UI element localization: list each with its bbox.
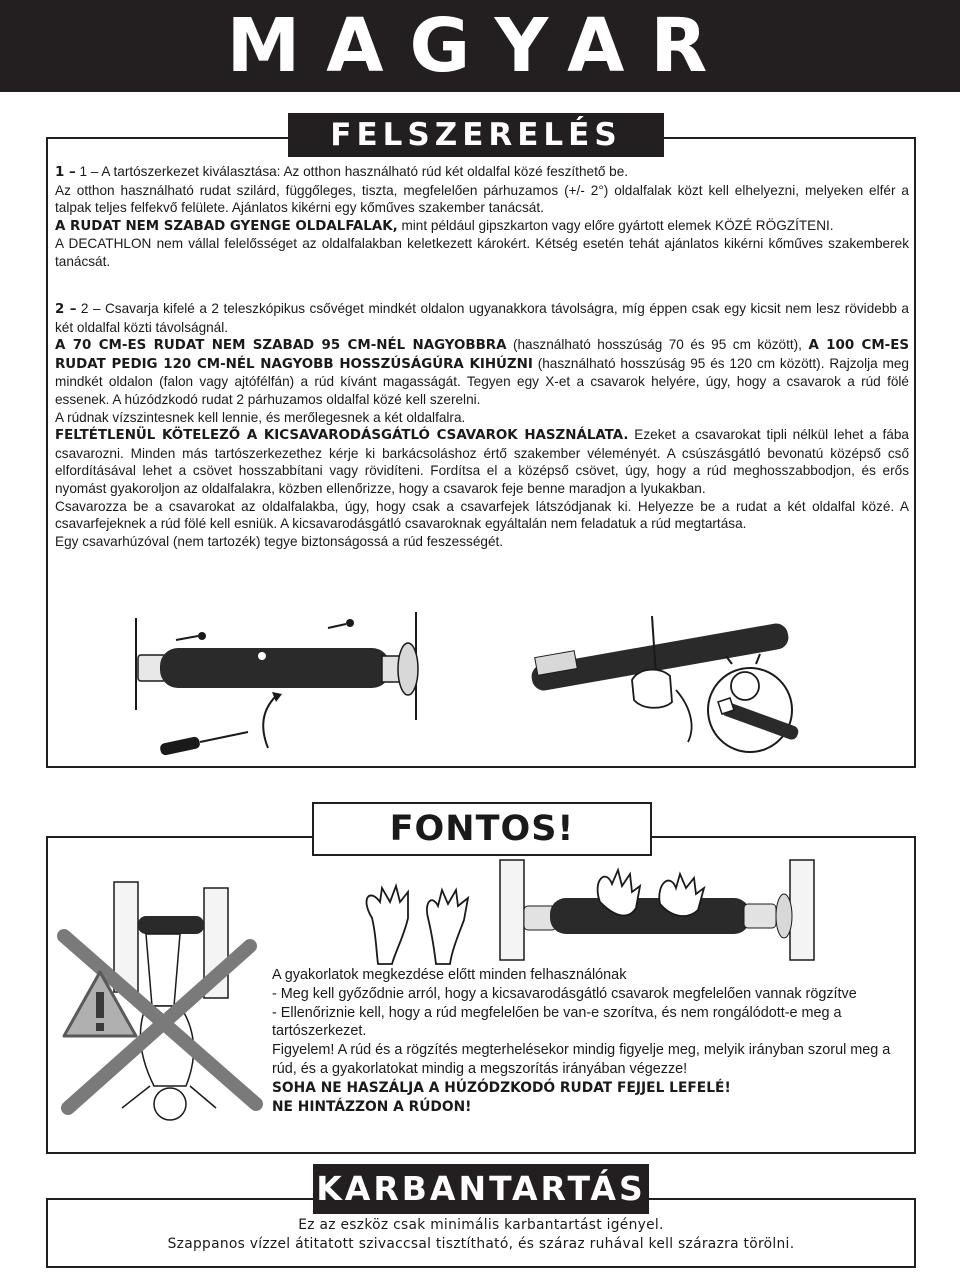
step-1-number: 1 – [55,165,76,180]
step-1 [55,163,909,271]
important-intro: A gyakorlatok megkezdése előtt minden felhasználónak [272,967,627,983]
warning-upside-down: SOHA NE HASZÁLJA A HÚZÓDZKODÓ RUDAT FEJJEL LEFELÉ! [272,1079,731,1096]
step-1-disclaimer: A DECATHLON nem vállal felelősséget az oldalfalakban keletkezett károkért. Kétség esetén tehát ajánlatos kikérni kőműves szakemberek tanácsát. [55,236,909,269]
step-2-limit-70: A 70 CM-ES RUDAT NEM SZABAD 95 CM-NÉL NAGYOBBRA [55,338,507,354]
bar-tightening-hand-illustration [520,610,820,760]
step-2-number: 2 – [55,302,77,317]
step-1-text: Az otthon használható rudat szilárd, függőleges, tiszta, megfelelően párhuzamos (+/- 2°) oldalfalak közt kell elhelyezni, melyeken elfér a talpak teljes felfekvő felülete. Ajánlatos kikérni egy kőműves szakember tanácsát. [55,182,909,216]
step-2-intro: 2 – Csavarja kifelé a 2 teleszkópikus csővéget mindkét oldalon ugyanakkora távolságra, míg éppen csak egy kicsit nem lesz rövidebb a két oldalfal közti távolságnál. [55,301,909,335]
step-2-limit-100: A 100 CM-ES RUDAT PEDIG 120 CM-NÉL NAGYOBB HOSSZÚSÁGÚRA KIHÚZNI [55,338,910,372]
step-2 [55,300,909,550]
important-check-screws: - Meg kell győződnie arról, hogy a kicsavarodásgátló csavarok megfelelően vannak rögzítve [272,985,857,1002]
maintenance-line-1: Ez az eszköz csak minimális karbantartást igényel. [298,1217,664,1233]
important-attention: Figyelem! A rúd és a rögzítés megterhelésekor mindig figyelje meg, melyik irányban szorul meg a rúd, és a gyakorlatokat mindig a megszorítás irányában végezze! [272,1042,891,1077]
step-1-warning-text: mint például gipszkarton vagy előre gyártott elemek KÖZÉ RÖGZÍTENI. [401,217,834,233]
wall-mount-bar-illustration [120,600,440,770]
assembly-title: FELSZERELÉS [288,113,664,157]
warning-no-swinging: NE HINTÁZZON A RÚDON! [272,1098,472,1115]
step-2-screw-text: Ezeket a csavarokat tipli nélkül lehet a fába csavarozni. Minden más tartószerkezethez kérje ki barkácsoláshoz értő szakember véleményét. A csúszásgátló bevonatú középső cső elfordításával lehet a csövet hosszabbítani vagy rövidíteni. Fordítsa el a középső csövet, úgy, hogy a rúd meghosszabbodjon, és erős nyomást gyakoroljon az oldalfalakra, közben ellenőrizze, hogy a csavarok feje benne maradjon a lyukakban. [55,427,909,496]
maintenance-title: KARBANTARTÁS [313,1164,649,1214]
hands-on-bar-illustration [300,858,820,968]
step-2-range-70: (használható hosszúság 70 és 95 cm között), [512,337,802,353]
warning-triangle-icon [60,968,140,1040]
step-1-intro: 1 – A tartószerkezet kiválasztása: Az otthon használható rúd két oldalfal közé feszíthető be. [79,164,629,179]
step-2-instructions: (használható hosszúság 95 és 120 cm között). Rajzolja meg mindkét oldalon (falon vagy ajtófélfán) a rúd kívánt magasságát. Tegyen egy X-et a csavarok helyére, úgy, hogy a csavarok a rúd fölé essenek. A húzódzkodó rudat 2 párhuzamos oldalfal közé kell szerelni. [55,355,909,407]
important-check-bar: - Ellenőriznie kell, hogy a rúd megfelelően be van-e szorítva, és nem rongálódott-e meg a tartószerkezet. [272,1004,842,1040]
important-title: FONTOS! [312,802,652,856]
step-2-mandatory-screws: FELTÉTLENÜL KÖTELEZŐ A KICSAVARODÁSGÁTLÓ CSAVAROK HASZNÁLATA. [55,428,629,444]
step-1-warning: A RUDAT NEM SZABAD GYENGE OLDALFALAK, [55,218,398,234]
important-text [272,966,912,1116]
step-2-tighten: Egy csavarhúzóval (nem tartozék) tegye biztonságossá a rúd feszességét. [55,533,504,549]
language-banner: MAGYAR [0,0,960,92]
step-2-level: A rúdnak vízszintesnek kell lennie, és merőlegesnek a két oldalfalra. [55,409,466,425]
step-2-screw-install: Csavarozza be a csavarokat az oldalfalakba, úgy, hogy csak a csavarfejek látszódjanak ki. Helyezze be a rudat a két oldalfal közé. A csavarfejeknek a rúd fölé kell esniük. A kicsavarodásgátló csavaroknak egyáltalán nem feladatuk a rúd megtartása. [55,498,909,532]
maintenance-text [48,1216,914,1254]
maintenance-line-2: Szappanos vízzel átitatott szivaccsal tisztítható, és száraz ruhával kell szárazra törölni. [167,1236,795,1252]
